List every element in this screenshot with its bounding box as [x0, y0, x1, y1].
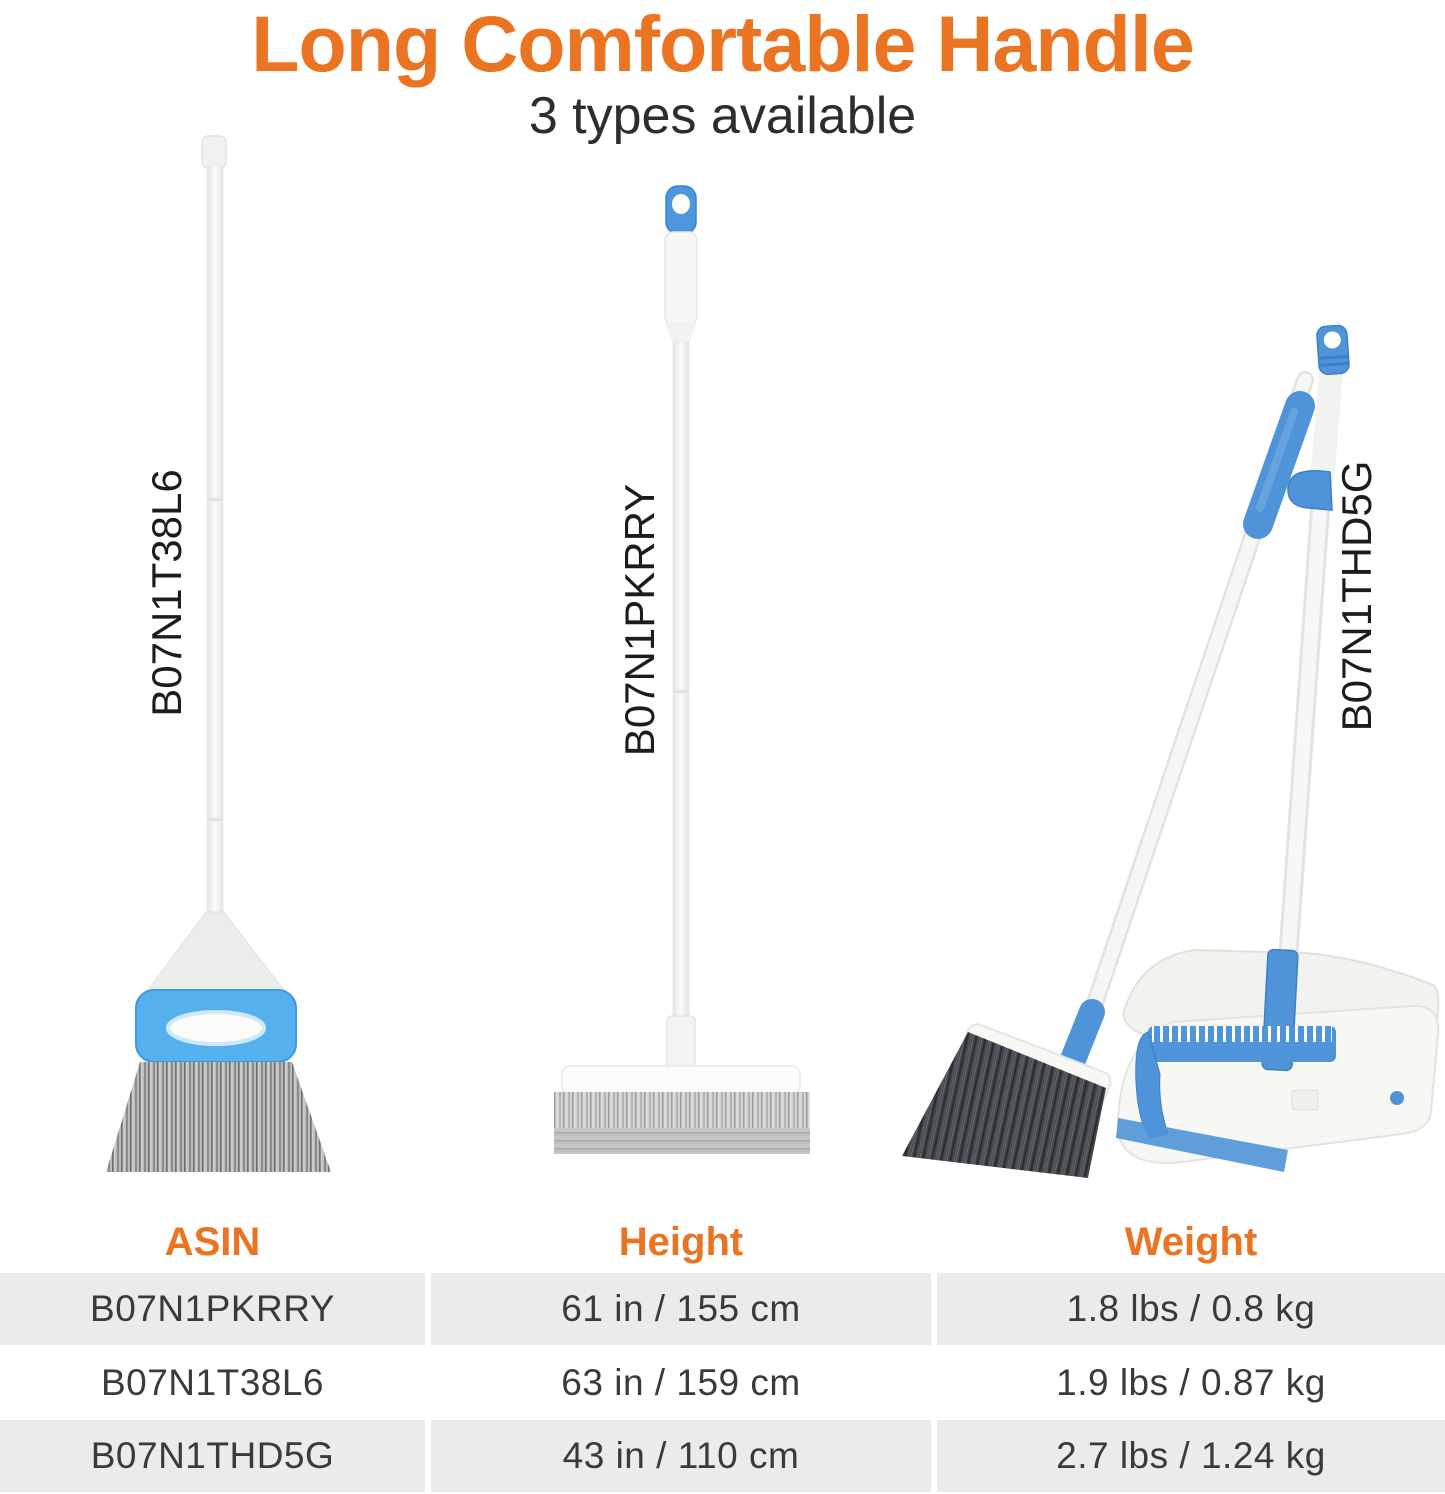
table-row: [0, 1420, 1445, 1492]
brush-head: [554, 1016, 810, 1154]
dustpan-latch: [1292, 1090, 1318, 1110]
page-subtitle: 3 types available: [528, 87, 917, 145]
cell-asin: B07N1T38L6: [100, 1361, 325, 1403]
cell-asin: B07N1THD5G: [0, 1420, 425, 1492]
asin-label-push-broom: B07N1PKRRY: [616, 483, 663, 757]
column-header-asin: ASIN: [164, 1219, 261, 1264]
cell-asin: B07N1PKRRY: [0, 1273, 425, 1345]
asin-label-dustpan-set: B07N1THD5G: [1333, 460, 1380, 732]
page-title: Long Comfortable Handle: [251, 0, 1194, 88]
angle-broom-image: [80, 130, 380, 1190]
cell-height: 61 in / 155 cm: [431, 1273, 931, 1345]
column-header-weight: Weight: [1124, 1219, 1258, 1264]
cell-height: 43 in / 110 cm: [431, 1420, 931, 1492]
asin-label-angle-broom: B07N1T38L6: [143, 469, 190, 717]
spec-table: [0, 1214, 1445, 1492]
broom-hang-hole: [168, 1012, 264, 1044]
broom-bristles: [106, 1062, 331, 1172]
cell-height: 63 in / 159 cm: [561, 1361, 801, 1403]
broom-handle: [202, 136, 226, 914]
cell-weight: 2.7 lbs / 1.24 kg: [937, 1420, 1445, 1492]
cell-weight: 1.9 lbs / 0.87 kg: [1056, 1361, 1326, 1403]
brush-bristles: [554, 1092, 810, 1134]
column-header-height: Height: [618, 1219, 744, 1264]
table-row: [0, 1273, 1445, 1345]
table-row: [0, 1345, 1445, 1420]
cell-weight: 1.8 lbs / 0.8 kg: [937, 1273, 1445, 1345]
hang-hole: [672, 194, 690, 214]
spec-table-header: [0, 1214, 1445, 1270]
dustpan-side-button: [1390, 1091, 1404, 1105]
dustpan-hang-cap: [1316, 325, 1349, 375]
push-broom-image: [540, 170, 840, 1170]
broom-head: [106, 912, 331, 1172]
broom-handle: [665, 186, 697, 1042]
dustpan-clip: [1288, 471, 1332, 510]
